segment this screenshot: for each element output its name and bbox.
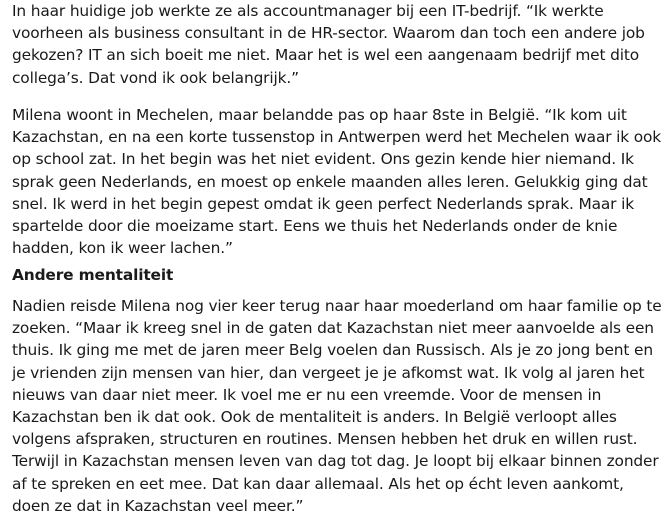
section-heading: Andere mentaliteit bbox=[12, 266, 174, 284]
article-paragraph-1: In haar huidige job werkte ze als accountmanager bij een IT-bedrijf. “Ik werkte voorheen als business consultant in de HR-sector. Waarom dan toch een andere job gekozen? IT an sich boeit me niet. Maar het is wel een aangenaam bedrijf met dito collega’s. Dat vond ik ook belangrijk.” bbox=[12, 2, 645, 87]
article-paragraph-2: Milena woont in Mechelen, maar belandde pas op haar 8ste in België. “Ik kom uit Kazachstan, en na een korte tussenstop in Antwerpen werd het Mechelen waar ik ook op school zat. In het begin was het niet evident. Ons gezin kende hier niemand. Ik sprak geen Nederlands, en moest op enkele maanden alles leren. Gelukkig ging dat snel. Ik werd in het begin gepest omdat ik geen perfect Nederlands sprak. Maar ik spartelde door die moeizame start. Eens we thuis het Nederlands onder de knie hadden, kon ik weer lachen.” bbox=[12, 106, 662, 258]
article-paragraph-3: Nadien reisde Milena nog vier keer terug naar haar moederland om haar familie op te zoeken. “Maar ik kreeg snel in de gaten dat Kazachstan niet meer aanvoelde als een thuis. Ik ging me met de jaren meer Belg voelen dan Russisch. Als je zo jong bent en je vrienden zijn mensen van hier, dan vergeet je je afkomst wat. Ik volg al jaren het nieuws van daar niet meer. Ik voel me er nu een vreemde. Voor de mensen in Kazachstan ben ik dat ook. Ook de mentaliteit is anders. In België verloopt alles volgens afspraken, structuren en routines. Mensen hebben het druk en willen rust. Terwijl in Kazachstan mensen leven van dag tot dag. Je loopt bij elkaar binnen zonder af te spreken en eet mee. Dat kan daar allemaal. Als het op écht leven aankomt, doen ze dat in Kazachstan veel meer.” bbox=[12, 297, 662, 515]
